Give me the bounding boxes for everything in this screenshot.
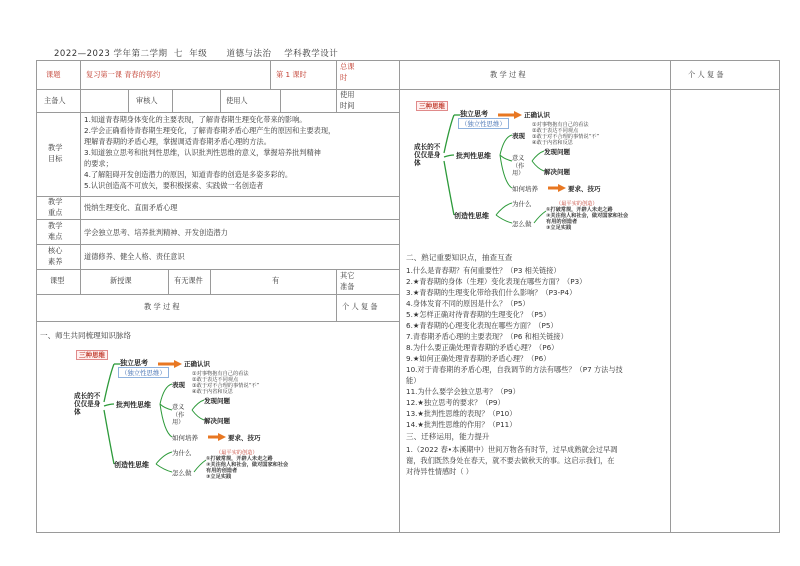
question-item: 4.身体发育不同的原因是什么？（P5）: [406, 299, 530, 308]
manifest-item: ②敢于表达不同观点: [192, 377, 239, 383]
mind-map: [412, 95, 652, 270]
manifest-item: ②敢于表达不同观点: [532, 128, 579, 134]
question-item: 5.★怎样正确对待青春期的生理变化？（P5）: [406, 310, 551, 319]
how-item: ③立足实践: [546, 225, 572, 231]
question-item: 2.★青春期的身体（生理）变化表现在哪些方面？（P3）: [406, 277, 587, 286]
cultivate-node: 如何培养: [512, 185, 538, 193]
question-item: 13.★批判性思维的表现？（P10）: [406, 409, 517, 418]
goal-line: 理解青春期的矛盾心理，掌握调适青春期矛盾心理的方法。: [84, 137, 271, 146]
personal-review-header-right: 个 人 复 备: [688, 70, 724, 79]
critical-node: 批判性思维: [456, 152, 491, 160]
total-hours-label: 总课时: [340, 62, 355, 82]
how-item: 有用的创造者: [206, 468, 238, 474]
why-node: 为什么: [172, 449, 192, 457]
meaning-node: 意义（作用）: [172, 404, 185, 427]
independent-sub: （独立性思维）: [118, 367, 169, 378]
topic-value: 复习第一课 青春的郀约: [86, 70, 161, 79]
manifest-node: 表现: [172, 381, 185, 389]
other-prep-label: 其它准备: [340, 271, 355, 291]
goal-line: 1.知道青春期身体变化的主要表现，了解青春期生理变化带来的影响。: [84, 115, 307, 124]
question-item: 6.★青春期的心理变化表现在哪些方面？（P5）: [406, 321, 558, 330]
exercise-line: 谢，我们既然身处在春天，就不要去做秋天的事。这启示我们，在: [406, 456, 615, 465]
root-node: 成长的不仅仅是身体: [74, 392, 101, 417]
question-item: 能）: [406, 376, 421, 385]
creative-node: 创造性思维: [114, 461, 149, 469]
goal-line: 2.学会正确看待青春期生理变化，了解青春期矛盾心理产生的原因和主要表现，: [84, 126, 336, 135]
how-item: ①打破常规，开辟人未走之路: [206, 456, 273, 462]
section-title: 二、熟记重要知识点，抽查互查: [406, 253, 513, 262]
manifest-item: ④敢于内省和反思: [532, 140, 573, 146]
question-item: 12.★独立思考的要求？（P9）: [406, 398, 505, 407]
three-thinking-box: 三种思维: [76, 350, 108, 360]
requirements-node: 要求、技巧: [568, 185, 601, 193]
how-item: ①打破常规，开辟人未走之路: [546, 207, 613, 213]
goal-line: 的要求；: [84, 159, 113, 168]
how-item: ③立足实践: [206, 474, 232, 480]
solve-problem-node: 解决问题: [544, 168, 570, 176]
personal-review-header: 个 人 复 备: [342, 302, 378, 311]
find-problem-node: 发现问题: [204, 397, 230, 405]
question-item: 11.为什么要学会独立思考？（P9）: [406, 387, 520, 396]
question-item: 7.青春期矛盾心理的主要表现？（P6 和相关链接）: [406, 332, 568, 341]
how-tag: （最平实的创造）: [216, 450, 258, 456]
process-header: 教 学 过 程: [144, 302, 180, 311]
correct-node: 正确认识: [524, 111, 550, 119]
why-node: 为什么: [512, 200, 532, 208]
question-item: 14.★批判性思维的作用？（P11）: [406, 420, 517, 429]
goal-line: 3.知道独立思考和批判性思维，认识批判性思维的意义，掌握培养批判精神: [84, 148, 321, 157]
difficult-points-label: 教学难点: [48, 221, 63, 241]
how-item: 有用的创造者: [546, 219, 578, 225]
section-title: 三、迁移运用，能力提升: [406, 432, 490, 441]
section-title: 一、师生共同梳理知识脉络: [40, 331, 132, 340]
requirements-node: 要求、技巧: [228, 434, 261, 442]
topic-label: 课题: [46, 70, 61, 79]
find-problem-node: 发现问题: [544, 148, 570, 156]
creative-node: 创造性思维: [454, 212, 489, 220]
cultivate-node: 如何培养: [172, 434, 198, 442]
courseware-label: 有无课件: [174, 276, 203, 285]
manifest-item: ①对事物抱有自己的看法: [532, 122, 589, 128]
how-item: ②关注他人和社会，做对国家和社会: [206, 462, 289, 468]
critical-node: 批判性思维: [116, 401, 151, 409]
solve-problem-node: 解决问题: [204, 417, 230, 425]
goals-label: 教学目标: [48, 143, 63, 163]
root-node: 成长的不仅仅是身体: [414, 143, 441, 168]
question-item: 9.★如何正确处理青春期的矛盾心理？（P6）: [406, 354, 551, 363]
independent-node: 独立思考: [460, 110, 488, 118]
exercise-line: 对待异性情感时（ ）: [406, 467, 473, 476]
manifest-item: ③敢于对不合理的事情说“不”: [192, 383, 260, 389]
exercise-line: 1.（2022 春•本溪期中）世间万物各有时节，过早成熟就会过早凋: [406, 445, 618, 454]
reviewer-label: 审核人: [136, 96, 158, 105]
goal-line: 5.认识创造高不可放矢，要积极探索、实践做一名创造者: [84, 181, 264, 190]
correct-node: 正确认识: [184, 360, 210, 368]
independent-node: 独立思考: [120, 359, 148, 367]
question-item: 10.对于青春期的矛盾心理，自我调节的方法有哪些？（P7 方法与技: [406, 365, 623, 374]
how-node: 怎么做: [512, 220, 532, 228]
lesson-number: 第 1 课时: [276, 70, 307, 79]
preparer-label: 主备人: [44, 96, 66, 105]
three-thinking-box: 三种思维: [416, 101, 448, 111]
courseware-value: 有: [272, 276, 280, 285]
how-tag: （最平实的创造）: [556, 201, 598, 207]
process-header-right: 教 学 过 程: [490, 70, 526, 79]
core-literacy-value: 道德修养、健全人格、责任意识: [84, 252, 185, 261]
difficult-points-value: 学会独立思考、培养批判精神、开发创造潜力: [84, 228, 228, 237]
goal-line: 4.了解阻碍开发创造潜力的原因，知道青春的创造是多姿多彩的。: [84, 170, 293, 179]
question-item: 1.什么是青春期？有何重要性？（P3 相关链接）: [406, 266, 561, 275]
how-node: 怎么做: [172, 469, 192, 477]
core-literacy-label: 核心素养: [48, 246, 63, 266]
user-label: 使用人: [226, 96, 248, 105]
lesson-type-value: 新授课: [110, 276, 132, 285]
mind-map: [72, 344, 312, 519]
manifest-node: 表现: [512, 132, 525, 140]
key-points-label: 教学重点: [48, 197, 63, 217]
independent-sub: （独立性思维）: [458, 118, 509, 129]
manifest-item: ①对事物抱有自己的看法: [192, 371, 249, 377]
manifest-item: ④敢于内省和反思: [192, 389, 233, 395]
question-item: 3.★青春期的生理变化带给我们什么影响？（P3-P4）: [406, 288, 577, 297]
meaning-node: 意义（作用）: [512, 155, 525, 178]
lesson-type-label: 课型: [50, 276, 65, 285]
use-time-label: 使用时间: [340, 90, 355, 110]
how-item: ②关注他人和社会，做对国家和社会: [546, 213, 629, 219]
question-item: 8.为什么要正确处理青春期的矛盾心理？（P6）: [406, 343, 559, 352]
key-points-value: 悦纳生理变化、直面矛盾心理: [84, 203, 178, 212]
manifest-item: ③敢于对不合理的事情说“不”: [532, 134, 600, 140]
document-header: 2022—2023 学年第二学期 七 年级 道德与法治 学科教学设计: [54, 49, 339, 59]
